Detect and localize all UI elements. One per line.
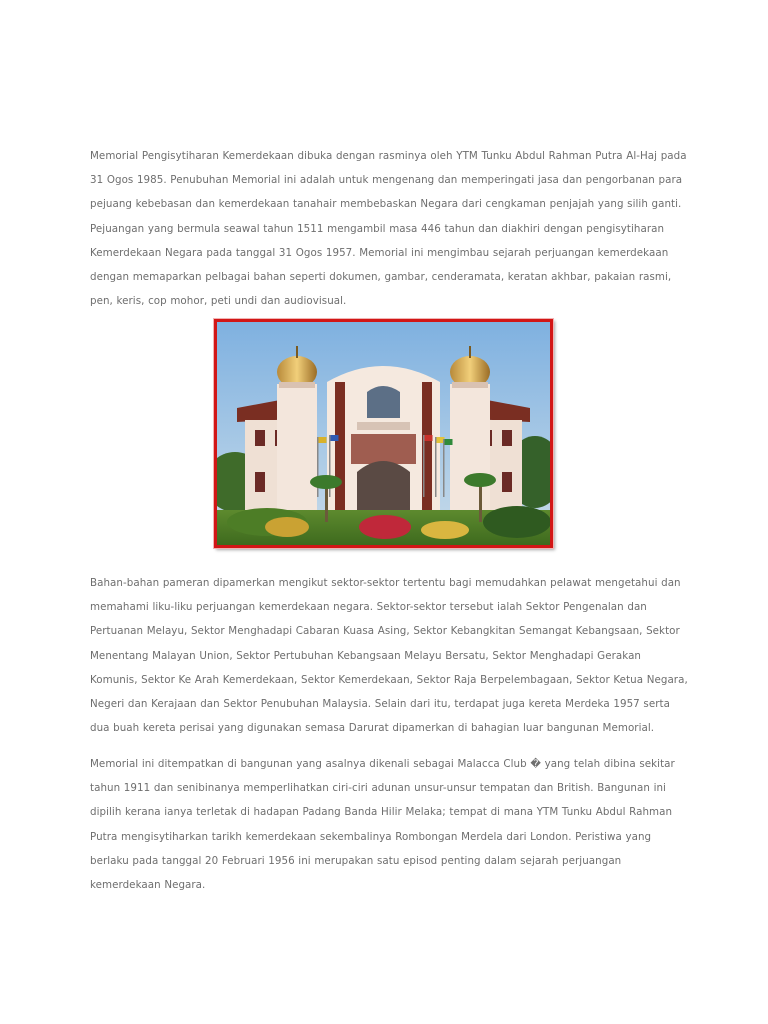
paragraph-sectors: Bahan-bahan pameran dipamerkan mengikut sektor-sektor tertentu bagi memudahkan pelawat mengetahui dan memahami liku-liku perjuangan kemerdekaan negara. Sektor-sektor tersebut ialah Sektor Pengenalan dan Pertuanan Melayu, Sektor Menghadapi Cabaran Kuasa Asing, Sektor Kebangkitan Semangat Kebangsaan, Sektor Menentang Malayan Union, Sektor Pertubuhan Kebangsaan Melayu Bersatu, Sektor Menghadapi Gerakan Komunis, Sektor Ke Arah Kemerdekaan, Sektor Kemerdekaan, Sektor Raja Berpelembagaan, Sektor Ketua Negara, Negeri dan Kerajaan dan Sektor Penubuhan Malaysia. Selain dari itu, terdapat juga kereta Merdeka 1957 serta dua buah kereta perisai yang digunakan semasa Darurat dipamerkan di bahagian luar bangunan Memorial. [90,577,688,735]
paragraph-building-history: Memorial ini ditempatkan di bangunan yang asalnya dikenali sebagai Malacca Club � yang telah dibina sekitar tahun 1911 dan senibinanya memperlihatkan ciri-ciri adunan unsur-unsur tempatan dan British. Bangunan ini dipilih kerana ianya terletak di hadapan Padang Banda Hilir Melaka; tempat di mana YTM Tunku Abdul Rahman Putra mengisytiharkan tarikh kemerdekaan sekembalinya Rombongan Merdela dari London. Peristiwa yang berlaku pada tanggal 20 Februari 1956 ini merupakan satu episod penting dalam sejarah perjuangan kemerdekaan Negara. [90,758,675,892]
memorial-building-photo [214,319,553,548]
paragraph-intro: Memorial Pengisytiharan Kemerdekaan dibuka dengan rasminya oleh YTM Tunku Abdul Rahman Putra Al-Haj pada 31 Ogos 1985. Penubuhan Memorial ini adalah untuk mengenang dan memperingati jasa dan pengorbanan para pejuang kebebasan dan kemerdekaan tanahair membebaskan Negara dari cengkaman penjajah yang silih ganti. Pejuangan yang bermula seawal tahun 1511 mengambil masa 446 tahun dan diakhiri dengan pengisytiharan Kemerdekaan Negara pada tanggal 31 Ogos 1957. Memorial ini mengimbau sejarah perjuangan kemerdekaan dengan memaparkan pelbagai bahan seperti dokumen, gambar, cenderamata, keratan akhbar, pakaian rasmi, pen, keris, cop mohor, peti undi dan audiovisual. [90,150,687,308]
